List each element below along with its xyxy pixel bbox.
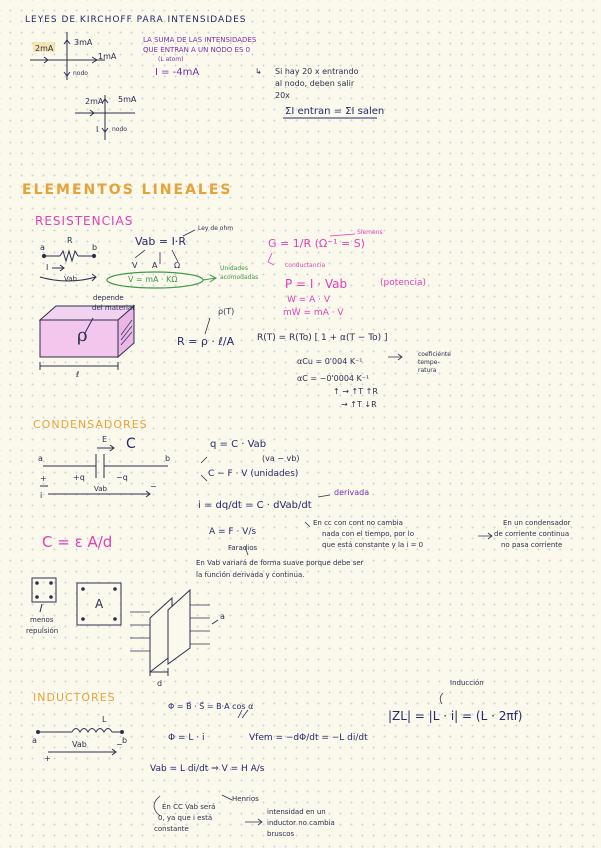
conductance-pointer xyxy=(268,253,274,265)
d1-current-b: 3mA xyxy=(74,38,93,47)
fem-equation: Vfem = −dΦ/dt = −L di/dt xyxy=(249,733,368,743)
ohm-unit-ohm: Ω xyxy=(174,261,181,270)
rule-line-2: QUE ENTRAN A UN NODO ES 0 xyxy=(143,46,251,54)
cc-brace xyxy=(154,796,160,816)
ind-cc-3: constante xyxy=(154,825,189,833)
d2-node-label: nodo xyxy=(112,126,127,133)
derivada-pointer xyxy=(318,495,330,497)
d1-current-c: 1mA xyxy=(98,52,117,61)
length-label: ℓ xyxy=(76,370,80,379)
vab-note-2: la función derivada y continua. xyxy=(196,571,305,579)
cc2-note-3: no pasa corriente xyxy=(501,541,563,549)
d2-current-a: 2mA xyxy=(85,97,104,106)
voltage-difference: (va − vb) xyxy=(262,454,300,463)
depends-1: depende xyxy=(93,294,124,302)
charges-box xyxy=(32,578,56,612)
henrios-pointer xyxy=(222,795,232,800)
faradios-label: Faradios xyxy=(228,544,258,552)
ind-minus: − xyxy=(116,740,123,749)
elementos-title: ELEMENTOS LINEALES xyxy=(22,182,233,198)
cap-vab: Vab xyxy=(94,485,107,493)
units-bracket xyxy=(201,457,207,481)
cap-label-e: E xyxy=(102,435,108,444)
ind-label-l: L xyxy=(102,715,107,724)
induccion-brace xyxy=(440,693,443,704)
cond-title: CONDENSADORES xyxy=(33,418,148,431)
resistance-formula: R = ρ · ℓ/A xyxy=(177,335,235,348)
res-node-a: a xyxy=(40,243,45,252)
side-note-1: Si hay 20 x entrando xyxy=(275,67,359,76)
resist-title: RESISTENCIAS xyxy=(35,214,134,228)
cc2-pointer xyxy=(478,533,492,539)
kirchhoff-title: LEYES DE KIRCHOFF PARA INTENSIDADES xyxy=(25,15,247,25)
alpha-c: αC = −0'0004 K⁻¹ xyxy=(297,374,370,383)
capacitance-units: C − F · V (unidades) xyxy=(208,469,299,479)
unit-mix: V = mA · KΩ xyxy=(128,275,178,284)
cap-charge-plus: +q xyxy=(73,473,85,482)
ohm-unit-v: V xyxy=(132,261,138,270)
derivada-label: derivada xyxy=(334,488,370,497)
cap-minus: − xyxy=(150,482,157,491)
cap-charge-minus: −q xyxy=(116,473,128,482)
d2-current-b: 5mA xyxy=(118,95,137,104)
ind-plus: + xyxy=(44,754,51,763)
phi-mark xyxy=(238,710,248,718)
cc2-note-2: de corriente continua xyxy=(494,530,570,538)
conductance-label: conductancia xyxy=(285,262,326,269)
kirchhoff-node-diagram-1 xyxy=(30,32,105,80)
inductor-voltage: Vab = L di/dt ⇒ V = H A/s xyxy=(150,764,265,774)
ampere-units: A = F · V/s xyxy=(209,527,257,537)
siemens-pointer xyxy=(330,234,355,236)
cap-label-c: C xyxy=(126,436,136,452)
alpha-cu: αCu = 0'004 K⁻¹ xyxy=(297,357,363,366)
units-label-2: acomodadas xyxy=(220,274,259,281)
ind-change-1: intensidad en un xyxy=(267,808,326,816)
ind-vab: Vab xyxy=(72,740,87,749)
cc-pointer xyxy=(305,522,310,527)
current-equation: i = dq/dt = C · dVab/dt xyxy=(198,500,312,511)
trend-2: → ↑T ↓R xyxy=(341,400,377,409)
d1-node-label: nodo xyxy=(73,70,88,77)
units-label-1: Unidades xyxy=(220,265,248,272)
plate-area-a: a xyxy=(220,612,225,621)
parallel-plates xyxy=(130,590,218,676)
cc-note-1: En cc con cont no cambia xyxy=(313,519,403,527)
impedance-equation: |ZL| = |L · i| = (L · 2πf) xyxy=(388,709,523,723)
plate-area-label: A xyxy=(95,597,104,611)
depends-2: del material xyxy=(92,304,135,312)
capacitance-formula: C = ε A/d xyxy=(42,533,113,551)
side-arrow: ↳ xyxy=(255,67,262,76)
siemens-label: Siemens xyxy=(357,229,383,236)
cc2-note-1: En un condensador xyxy=(503,519,571,527)
repulsion-1: menos xyxy=(30,616,54,624)
ind-change-2: inductor no cambia xyxy=(267,819,335,827)
vab-note-1: En Vab variará de forma suave porque debe ser xyxy=(196,559,364,567)
ind-node-a: a xyxy=(32,736,37,745)
coef-pointer xyxy=(388,354,402,360)
conductance-equation: G = 1/R (Ω⁻¹ = S) xyxy=(268,237,365,250)
coef-label-1: coeficiente xyxy=(418,351,451,358)
res-label-vab: Vab xyxy=(64,275,77,283)
rho-t-pointer xyxy=(205,318,210,334)
res-label-r: R xyxy=(67,236,73,245)
d2-current-c: I xyxy=(96,125,99,134)
ind-cc-2: 0, ya que i está xyxy=(158,814,213,822)
rho-symbol: ρ xyxy=(77,325,88,346)
cc-note-2: nada con el tiempo, por lo xyxy=(322,530,415,538)
cap-node-a: a xyxy=(38,454,43,463)
coef-label-2: tempe- xyxy=(418,359,440,366)
repulsion-2: repulsión xyxy=(26,627,59,635)
trend-1: ↑ → ↑T ↑R xyxy=(333,387,378,396)
ind-change-3: bruscos xyxy=(267,830,295,838)
plate-distance-label: d xyxy=(157,679,163,688)
sum-equation: ΣI entran = ΣI salen xyxy=(285,106,385,117)
consequence-arrow xyxy=(245,819,262,825)
res-label-i: I xyxy=(46,263,49,272)
power-units: W = A · V xyxy=(287,295,331,305)
ind-title: INDUCTORES xyxy=(33,691,116,704)
induccion-label: Inducción xyxy=(450,679,484,687)
power-label: (potencia) xyxy=(380,278,426,288)
side-note-2: al nodo, deben salir xyxy=(275,79,355,88)
power-equation: P = I · Vab xyxy=(285,277,348,291)
rule-line-3: (L atom) xyxy=(158,56,184,63)
cap-current-i: i xyxy=(40,491,43,500)
ohm-law-label: Ley de ohm xyxy=(198,225,234,232)
cap-node-b: b xyxy=(165,454,171,463)
ind-node-b: b xyxy=(122,736,128,745)
cap-plus: + xyxy=(40,474,47,483)
d1-current-a: 2mA xyxy=(35,44,54,53)
flux-inductance: Φ = L · i xyxy=(168,733,205,743)
ind-cc-1: En CC Vab será xyxy=(162,803,216,811)
henrios-label: Henrios xyxy=(232,795,259,803)
res-node-b: b xyxy=(92,243,98,252)
ohm-unit-a: A xyxy=(152,261,158,270)
power-milli-units: mW = mA · V xyxy=(283,308,344,318)
ohm-equation: Vab = I·R xyxy=(135,235,186,248)
flux-equation: Φ = B⃗ · S⃗ = B·A cos α xyxy=(168,702,254,711)
cc-note-3: que está constante y la i = 0 xyxy=(322,541,424,549)
kirchhoff-equation: I = -4mA xyxy=(155,67,200,78)
charge-equation: q = C · Vab xyxy=(210,439,267,450)
rule-line-1: LA SUMA DE LAS INTENSIDADES xyxy=(143,36,257,44)
temp-resistance-formula: R(T) = R(To) [ 1 + α(T − To) ] xyxy=(257,333,388,343)
rho-t-label: ρ(T) xyxy=(218,307,235,316)
coef-label-3: ratura xyxy=(418,367,437,374)
side-note-3: 20x xyxy=(275,91,290,100)
